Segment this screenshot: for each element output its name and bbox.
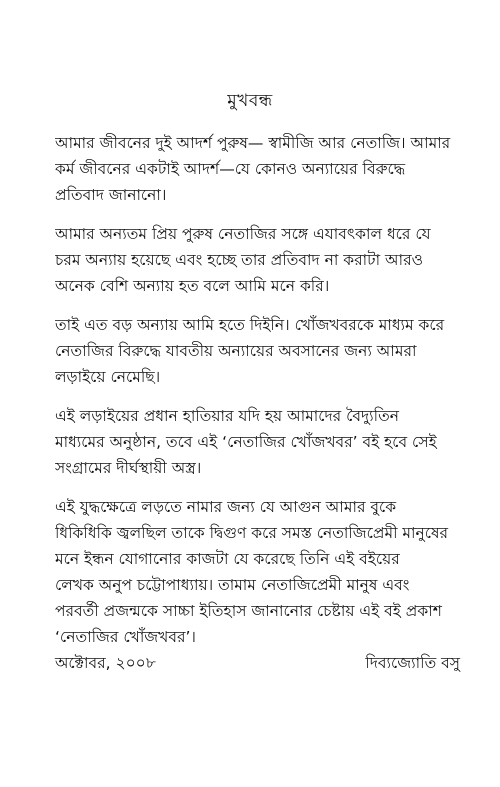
paragraph-2 — [55, 221, 460, 299]
text-line: তাই এত বড় অন্যায় আমি হতে দিইনি। খোঁজখবরকে মাধ্যম করে — [55, 316, 445, 334]
text-line: পরবর্তী প্রজন্মকে সাচ্চা ইতিহাস জানানোর চেষ্টায় এই বই প্রকাশ — [55, 602, 442, 620]
paragraph-4 — [55, 403, 460, 481]
author-name: দিব্যজ্যোতি বসু — [365, 654, 460, 672]
paragraph-5 — [55, 494, 460, 650]
text-line: মনে ইন্ধন যোগানোর কাজটা যে করেছে তিনি এই বইয়ের — [55, 550, 400, 568]
text-line: ‘নেতাজির খোঁজখবর’। — [55, 628, 196, 646]
text-line: অনেক বেশি অন্যায় হত বলে আমি মনে করি। — [55, 277, 330, 295]
paragraph-3 — [55, 312, 460, 390]
text-line: প্রতিবাদ জানানো। — [55, 186, 167, 204]
text-line: লেখক অনুপ চট্টোপাধ্যায়। তামাম নেতাজিপ্রেমী মানুষ এবং — [55, 576, 410, 594]
text-line: ধিকিধিকি জ্বলছিল তাকে দ্বিগুণ করে সমস্ত নেতাজিপ্রেমী মানুষের — [55, 524, 449, 542]
paragraph-1 — [55, 130, 460, 208]
text-line: এই লড়াইয়ের প্রধান হাতিয়ার যদি হয় আমাদের বৈদ্যুতিন — [55, 407, 399, 425]
text-line: সংগ্রামের দীর্ঘস্থায়ী অস্ত্র। — [55, 459, 202, 477]
text-line: আমার অন্যতম প্রিয় পুরুষ নেতাজির সঙ্গে এযাবৎকাল ধরে যে — [55, 225, 431, 243]
signature-footer — [55, 650, 460, 676]
text-line: কর্ম জীবনের একটাই আদর্শ—যে কোনও অন্যায়ের বিরুদ্ধে — [55, 160, 406, 178]
date-text: অক্টোবর, ২০০৮ — [55, 654, 156, 672]
page-title: মুখবন্ধ — [227, 91, 273, 111]
text-line: এই যুদ্ধক্ষেত্রে লড়তে নামার জন্য যে আগুন আমার বুকে — [55, 498, 397, 516]
foreword-body — [55, 130, 460, 663]
text-line: আমার জীবনের দুই আদর্শ পুরুষ— স্বামীজি আর নেতাজি। আমার — [55, 134, 451, 152]
text-line: নেতাজির বিরুদ্ধে যাবতীয় অন্যায়ের অবসানের জন্য আমরা — [55, 342, 417, 360]
text-line: লড়াইয়ে নেমেছি। — [55, 368, 161, 386]
text-line: মাধ্যমের অনুষ্ঠান, তবে এই ‘নেতাজির খোঁজখবর’ বই হবে সেই — [55, 433, 437, 451]
text-line: চরম অন্যায় হয়েছে এবং হচ্ছে তার প্রতিবাদ না করাটা আরও — [55, 251, 424, 269]
